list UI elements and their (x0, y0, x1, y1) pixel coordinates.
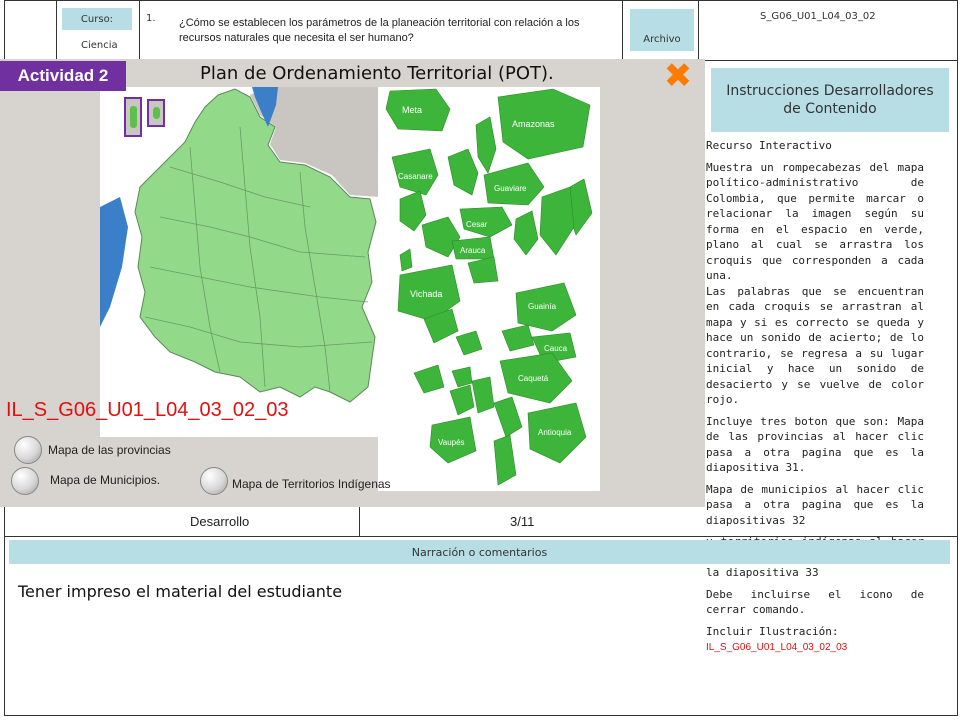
border-top (4, 0, 958, 1)
narration-text: Tener impreso el material del estudiante (18, 582, 343, 601)
municipios-label: Mapa de Municipios. (50, 473, 161, 487)
divider-2 (139, 0, 140, 61)
instructions-p3: Incluye tres boton que son: Mapa de las provincias al hacer clic pasa a otra pagina que es la diapositiva 31. (706, 414, 924, 474)
piece-label: Cesar (466, 220, 488, 229)
piece-label: Casanare (398, 172, 433, 181)
divider-3 (622, 0, 623, 61)
indigenas-label: Mapa de Territorios Indígenas (232, 477, 391, 491)
image-code: IL_S_G06_U01_L04_03_02_03 (6, 399, 289, 421)
providencia-box (147, 99, 165, 127)
instructions-p7 (706, 624, 924, 656)
narration-label-box (9, 540, 950, 564)
archivo-label: Archivo (643, 34, 681, 45)
piece-label: Meta (402, 105, 423, 115)
archivo-box (630, 9, 694, 51)
island-icon (130, 106, 137, 128)
instructions-p5: la diapositiva 33 (706, 566, 819, 579)
piece-label: Antioquia (538, 428, 572, 437)
san-andres-box (124, 97, 142, 137)
island-icon (153, 107, 160, 119)
border-right (957, 0, 958, 716)
close-icon[interactable]: ✖ (663, 59, 693, 96)
divider-4 (698, 0, 699, 61)
curso-label: Curso: (80, 13, 114, 25)
piece-label: Guaviare (494, 184, 527, 193)
header-code: S_G06_U01_L04_03_02 (760, 11, 876, 22)
instructions-heading: Recurso Interactivo (706, 139, 832, 152)
border-bottom (4, 715, 958, 716)
narration-label: Narración o comentarios (411, 545, 548, 559)
instructions-p6: Debe incluirse el icono de cerrar comando. (706, 587, 924, 616)
puzzle-pieces-area (378, 87, 600, 491)
piece-label: Vichada (410, 289, 443, 299)
indigenas-button[interactable] (200, 467, 228, 495)
slide-title: Plan de Ordenamiento Territorial (POT). (200, 63, 554, 84)
question-number: 1. (146, 13, 156, 24)
instructions-title: Instrucciones Desarrolladores de Contenido (726, 83, 934, 117)
slide (0, 59, 705, 507)
instructions-p7-code: IL_S_G06_U01_L04_03_02_03 (706, 642, 848, 653)
page-number: 3/11 (510, 514, 535, 529)
divider-1 (56, 0, 57, 61)
stage-label: Desarrollo (190, 514, 250, 529)
colombia-map (100, 87, 380, 437)
piece-label: Vaupés (438, 438, 465, 447)
instructions-body (706, 138, 924, 656)
activity-badge: Actividad 2 (0, 61, 126, 91)
municipios-button[interactable] (11, 467, 39, 495)
instructions-title-box (711, 68, 949, 132)
subject: Ciencia (81, 40, 118, 51)
piece-label: Amazonas (512, 119, 555, 129)
question-text: ¿Cómo se establecen los parámetros de la planeación territorial con relación a los recursos naturales que necesita el ser humano? (179, 17, 580, 44)
piece-label: Arauca (460, 246, 486, 255)
provincias-button[interactable] (14, 436, 42, 464)
instructions-p2: Las palabras que se encuentran en cada croquis se arrastran al mapa y si es correcto se queda y hace un sonido de acierto; de lo contrario, se regresa a su lugar inicial y hace un sonido de desacierto y se vuelve de color rojo. (706, 284, 924, 406)
piece-label: Cauca (544, 344, 568, 353)
provincias-label: Mapa de las provincias (48, 443, 171, 457)
divider-stage (359, 507, 360, 537)
instructions-p4: Mapa de municipios al hacer clic pasa a otra pagina que es la diapositivas 32 (706, 482, 924, 527)
instructions-p1: Muestra un rompecabezas del mapa político-administrativo de Colombia, que permite marcar o relacionar la imagen según su forma en el espacio en verde, plano al cual se arrastra los croquis que corresponden a cada una. (706, 160, 924, 282)
instructions-p7-label: Incluir Ilustración: (706, 624, 839, 638)
piece-label: Guainía (528, 302, 557, 311)
piece-label: Caquetá (518, 374, 549, 383)
curso-label-box (62, 8, 132, 30)
